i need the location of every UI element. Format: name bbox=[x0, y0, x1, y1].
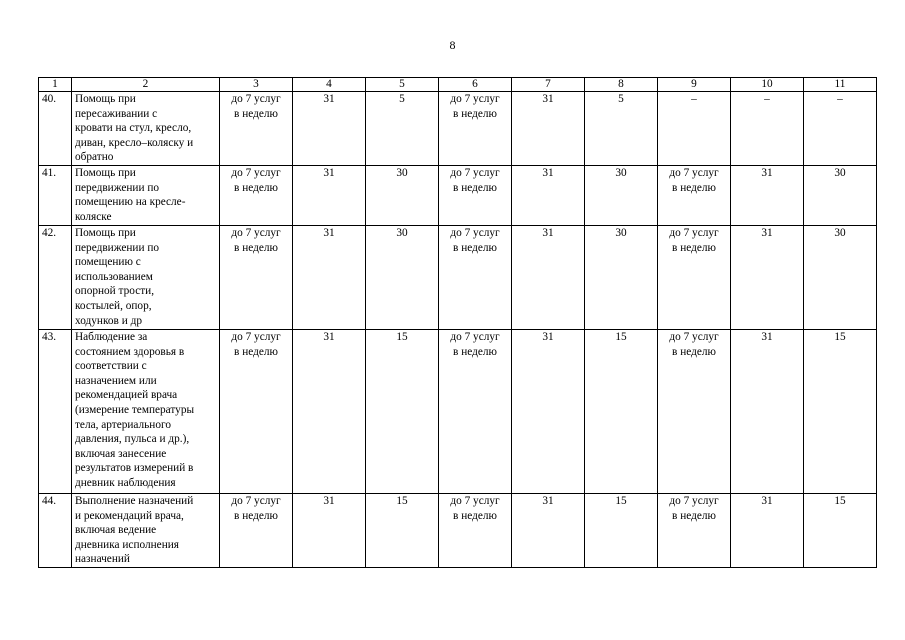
value-cell: 30 bbox=[585, 226, 658, 330]
table-header-row bbox=[39, 78, 877, 92]
column-header: 1 bbox=[39, 78, 72, 92]
frequency-cell: до 7 услуг в неделю bbox=[220, 226, 293, 330]
value-cell: 31 bbox=[293, 166, 366, 226]
frequency-cell: до 7 услуг в неделю bbox=[439, 92, 512, 166]
column-header: 2 bbox=[72, 78, 220, 92]
value-cell: 30 bbox=[804, 166, 877, 226]
value-cell: 31 bbox=[293, 226, 366, 330]
row-number: 44. bbox=[39, 494, 72, 568]
column-header: 9 bbox=[658, 78, 731, 92]
value-cell: 31 bbox=[731, 330, 804, 494]
frequency-cell: до 7 услуг в неделю bbox=[658, 494, 731, 568]
column-header: 3 bbox=[220, 78, 293, 92]
service-name: Помощь при передвижении по помещению с использованием опорной трости, костылей, опор, ходунков и др bbox=[72, 226, 220, 330]
column-header: 8 bbox=[585, 78, 658, 92]
value-cell: 31 bbox=[512, 166, 585, 226]
column-header: 5 bbox=[366, 78, 439, 92]
table-row bbox=[39, 330, 877, 494]
frequency-cell: – bbox=[658, 92, 731, 166]
frequency-cell: до 7 услуг в неделю bbox=[220, 166, 293, 226]
frequency-cell: до 7 услуг в неделю bbox=[220, 494, 293, 568]
value-cell: 5 bbox=[585, 92, 658, 166]
table-row bbox=[39, 92, 877, 166]
frequency-cell: до 7 услуг в неделю bbox=[439, 166, 512, 226]
value-cell: 31 bbox=[293, 494, 366, 568]
service-name: Помощь при пересаживании с кровати на стул, кресло, диван, кресло–коляску и обратно bbox=[72, 92, 220, 166]
value-cell: 15 bbox=[366, 494, 439, 568]
table-row bbox=[39, 494, 877, 568]
value-cell: 30 bbox=[585, 166, 658, 226]
value-cell: 15 bbox=[366, 330, 439, 494]
column-header: 7 bbox=[512, 78, 585, 92]
row-number: 43. bbox=[39, 330, 72, 494]
column-header: 10 bbox=[731, 78, 804, 92]
value-cell: 30 bbox=[366, 226, 439, 330]
value-cell: 15 bbox=[804, 330, 877, 494]
value-cell: 15 bbox=[585, 330, 658, 494]
value-cell: 31 bbox=[293, 92, 366, 166]
value-cell: 15 bbox=[585, 494, 658, 568]
value-cell: 5 bbox=[366, 92, 439, 166]
table-row bbox=[39, 226, 877, 330]
column-header: 4 bbox=[293, 78, 366, 92]
service-name: Наблюдение за состоянием здоровья в соответствии с назначением или рекомендацией врача (измерение температуры тела, артериального давления, пульса и др.), включая занесение результатов измерений в дневник наблюдения bbox=[72, 330, 220, 494]
value-cell: – bbox=[731, 92, 804, 166]
value-cell: 31 bbox=[512, 226, 585, 330]
column-header: 6 bbox=[439, 78, 512, 92]
frequency-cell: до 7 услуг в неделю bbox=[658, 166, 731, 226]
frequency-cell: до 7 услуг в неделю bbox=[658, 330, 731, 494]
value-cell: – bbox=[804, 92, 877, 166]
value-cell: 30 bbox=[366, 166, 439, 226]
value-cell: 31 bbox=[512, 92, 585, 166]
value-cell: 31 bbox=[512, 330, 585, 494]
value-cell: 15 bbox=[804, 494, 877, 568]
value-cell: 31 bbox=[731, 226, 804, 330]
service-name: Выполнение назначений и рекомендаций врача, включая ведение дневника исполнения назначений bbox=[72, 494, 220, 568]
column-header: 11 bbox=[804, 78, 877, 92]
frequency-cell: до 7 услуг в неделю bbox=[439, 226, 512, 330]
frequency-cell: до 7 услуг в неделю bbox=[439, 330, 512, 494]
frequency-cell: до 7 услуг в неделю bbox=[220, 92, 293, 166]
row-number: 41. bbox=[39, 166, 72, 226]
value-cell: 31 bbox=[731, 494, 804, 568]
page-number: 8 bbox=[449, 38, 456, 52]
table-row bbox=[39, 166, 877, 226]
value-cell: 31 bbox=[293, 330, 366, 494]
row-number: 40. bbox=[39, 92, 72, 166]
row-number: 42. bbox=[39, 226, 72, 330]
value-cell: 31 bbox=[512, 494, 585, 568]
value-cell: 30 bbox=[804, 226, 877, 330]
service-name: Помощь при передвижении по помещению на кресле- коляске bbox=[72, 166, 220, 226]
frequency-cell: до 7 услуг в неделю bbox=[439, 494, 512, 568]
frequency-cell: до 7 услуг в неделю bbox=[220, 330, 293, 494]
frequency-cell: до 7 услуг в неделю bbox=[658, 226, 731, 330]
value-cell: 31 bbox=[731, 166, 804, 226]
services-table bbox=[38, 77, 877, 568]
